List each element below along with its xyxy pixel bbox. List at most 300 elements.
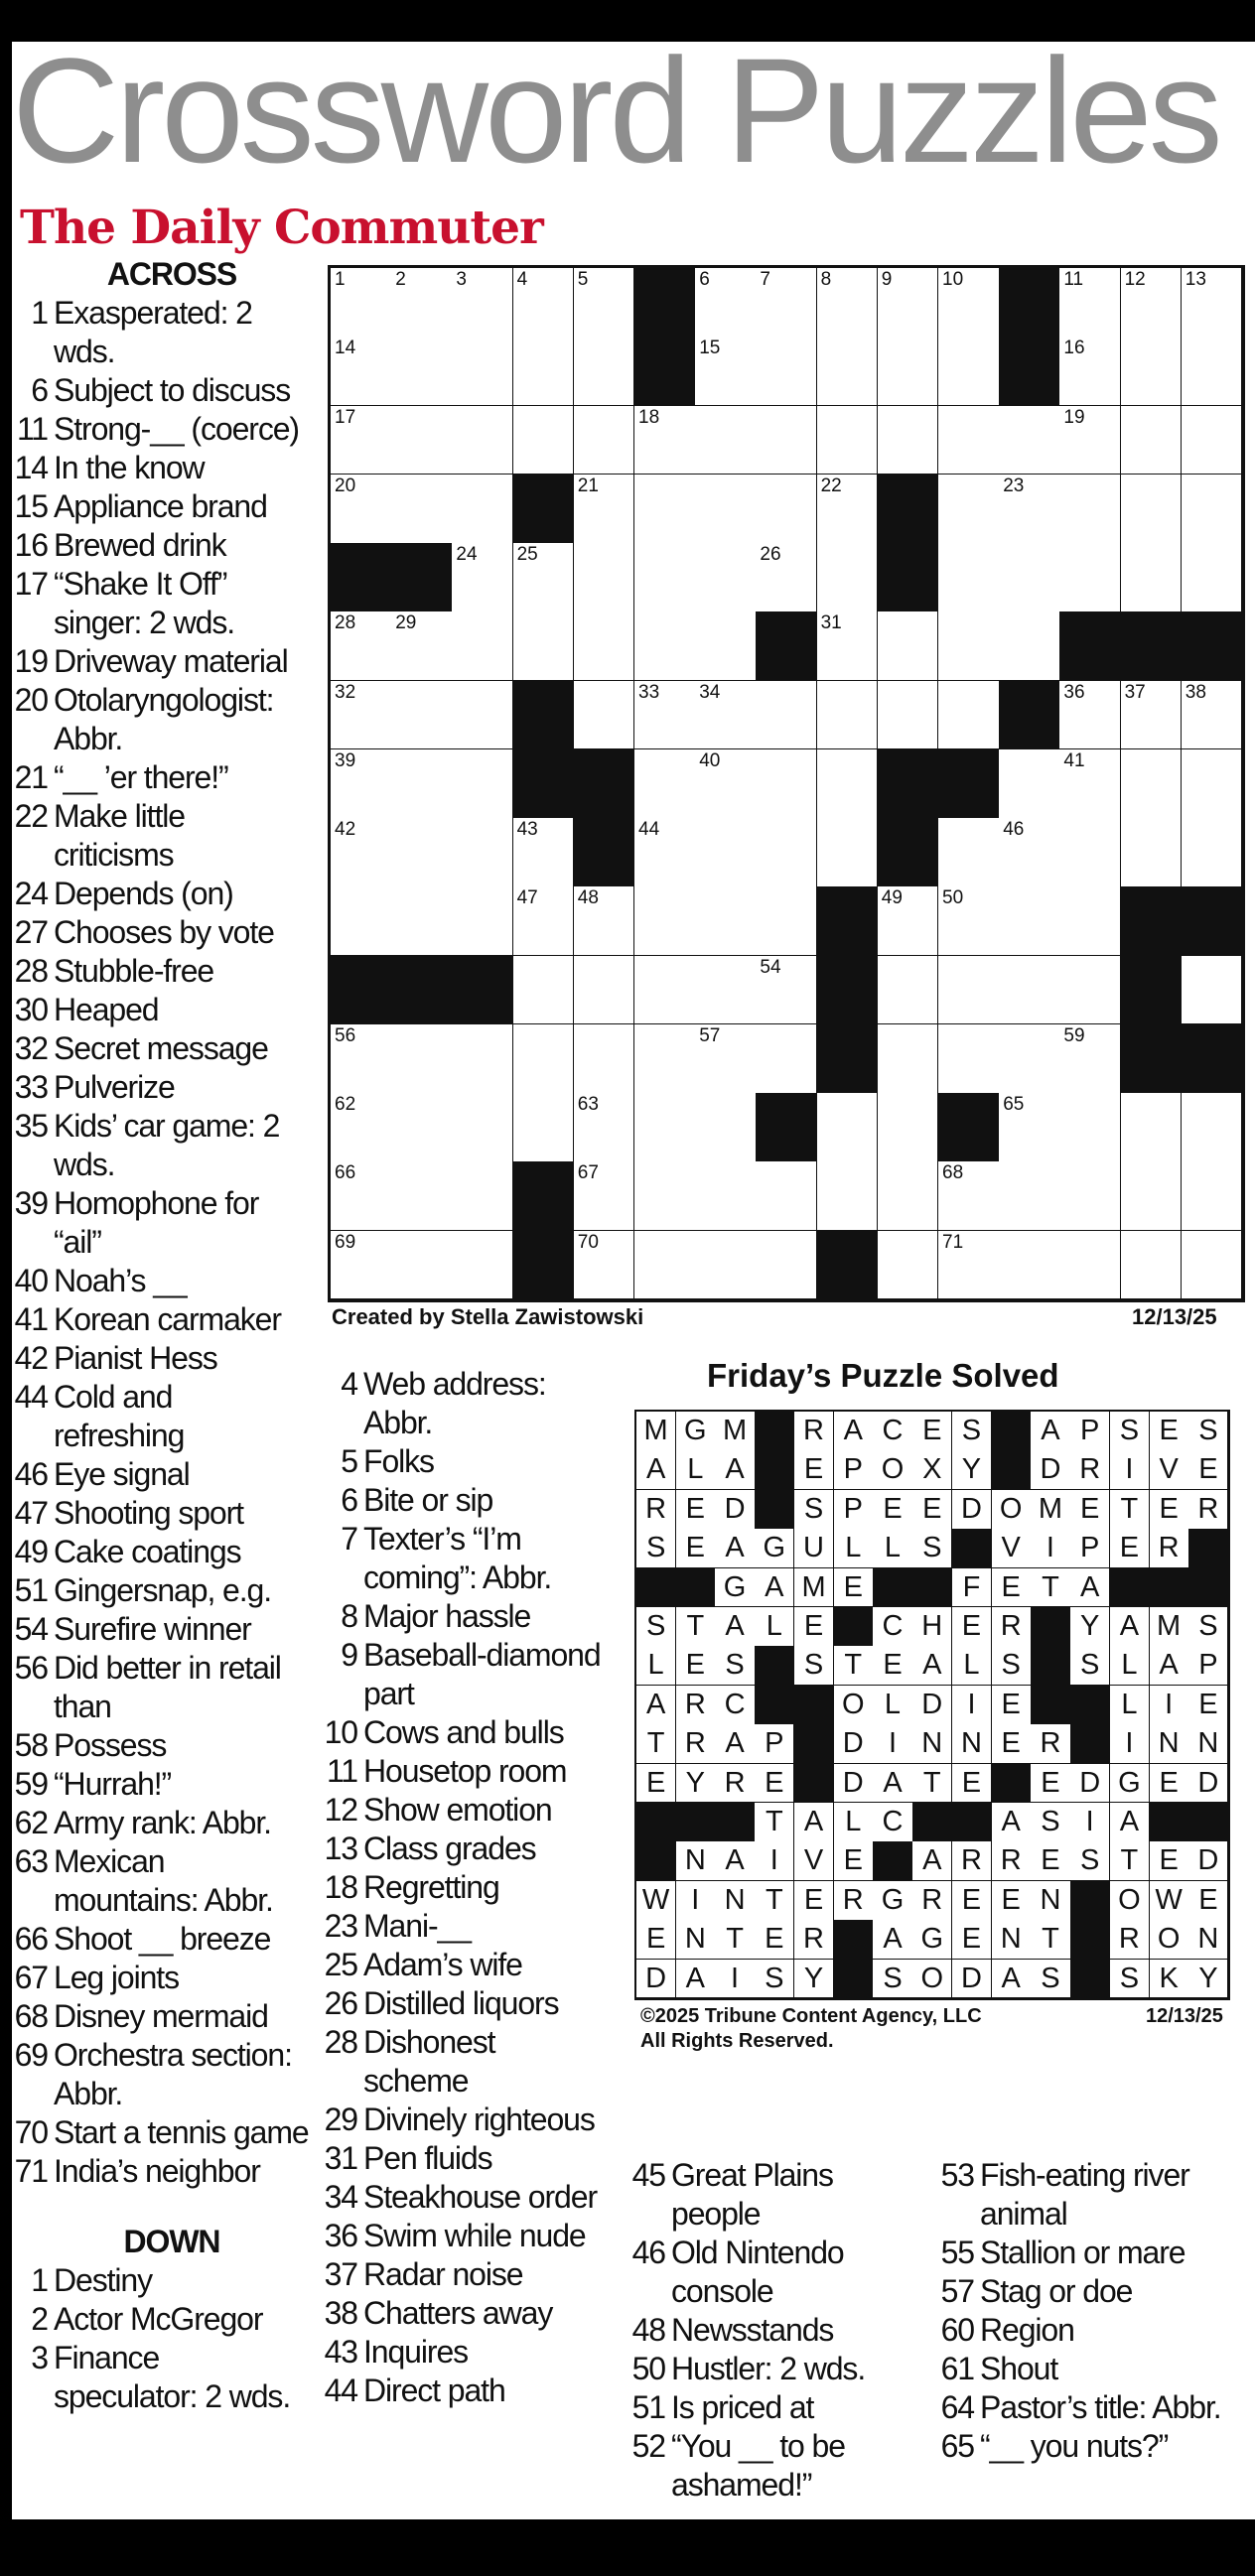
grid-cell[interactable]: [1182, 475, 1243, 544]
grid-cell[interactable]: [513, 1093, 575, 1162]
grid-cell[interactable]: [1059, 1161, 1121, 1231]
grid-cell[interactable]: [695, 543, 757, 612]
grid-cell[interactable]: [756, 1024, 817, 1094]
grid-cell[interactable]: [1059, 818, 1121, 887]
grid-cell[interactable]: [452, 818, 513, 887]
grid-cell[interactable]: [695, 1093, 757, 1162]
grid-cell[interactable]: [331, 475, 392, 544]
grid-cell[interactable]: [391, 886, 453, 956]
grid-cell[interactable]: [331, 1093, 392, 1162]
clue-number: 51: [14, 1572, 48, 1608]
clue-text: Shout: [980, 2351, 1058, 2386]
solution-cell: E: [676, 1490, 716, 1530]
cell-number: 38: [1185, 681, 1206, 703]
grid-cell[interactable]: [331, 268, 392, 338]
cell-number: 43: [516, 819, 538, 841]
grid-cell[interactable]: [817, 475, 879, 544]
grid-cell[interactable]: [1059, 475, 1121, 544]
grid-cell[interactable]: [938, 1231, 1000, 1300]
grid-cell[interactable]: [634, 1161, 696, 1231]
grid-cell[interactable]: [634, 1024, 696, 1094]
clue-text: Is priced at: [671, 2389, 814, 2425]
grid-cell[interactable]: [452, 1231, 513, 1300]
grid-cell[interactable]: [999, 956, 1060, 1025]
clue-item: [12, 758, 310, 797]
grid-cell[interactable]: [878, 611, 939, 681]
grid-cell[interactable]: [1059, 337, 1121, 406]
grid-cell[interactable]: [695, 749, 757, 819]
solution-cell: E: [834, 1841, 874, 1881]
cell-number: 10: [942, 269, 964, 290]
grid-cell[interactable]: [1182, 543, 1243, 612]
grid-cell[interactable]: [452, 611, 513, 681]
grid-cell[interactable]: [452, 406, 513, 475]
cell-number: 1: [335, 269, 346, 290]
grid-cell[interactable]: [513, 611, 575, 681]
grid-cell[interactable]: [695, 681, 757, 750]
solution-cell: W: [1150, 1881, 1189, 1921]
grid-cell[interactable]: [999, 1231, 1060, 1300]
grid-cell[interactable]: [452, 475, 513, 544]
grid-block: [756, 1093, 817, 1162]
grid-cell[interactable]: [574, 475, 635, 544]
cell-number: 7: [760, 269, 770, 290]
grid-cell[interactable]: [331, 406, 392, 475]
solution-cell: U: [794, 1529, 834, 1568]
solution-cell: D: [834, 1724, 874, 1764]
solution-block: [1070, 1881, 1110, 1921]
grid-cell[interactable]: [756, 543, 817, 612]
grid-cell[interactable]: [756, 268, 817, 338]
down-clues-3: [629, 2156, 927, 2505]
cell-number: 5: [577, 269, 589, 290]
grid-cell[interactable]: [574, 611, 635, 681]
grid-cell[interactable]: [1121, 1161, 1183, 1231]
clue-number: 64: [940, 2389, 974, 2425]
clue-number: 12: [324, 1792, 357, 1828]
grid-cell[interactable]: [634, 1231, 696, 1300]
grid-block: [817, 886, 879, 956]
grid-cell[interactable]: [695, 268, 757, 338]
clue-text: Adam’s wife: [363, 1947, 522, 1982]
solution-cell: D: [1188, 1841, 1228, 1881]
clue-text: Radar noise: [363, 2256, 523, 2292]
solution-cell: L: [755, 1607, 794, 1647]
grid-cell[interactable]: [634, 1093, 696, 1162]
grid-cell[interactable]: [513, 1024, 575, 1094]
solution-cell: D: [636, 1960, 676, 1999]
grid-cell[interactable]: [1182, 268, 1243, 338]
grid-cell[interactable]: [817, 1161, 879, 1231]
grid-cell[interactable]: [1182, 1161, 1243, 1231]
grid-cell[interactable]: [1059, 1093, 1121, 1162]
grid-cell[interactable]: [938, 956, 1000, 1025]
solution-cell: E: [1031, 1764, 1070, 1804]
grid-cell[interactable]: [452, 337, 513, 406]
grid-cell[interactable]: [574, 337, 635, 406]
grid-cell[interactable]: [452, 681, 513, 750]
grid-cell[interactable]: [817, 749, 879, 819]
solution-cell: T: [715, 1920, 755, 1960]
grid-cell[interactable]: [878, 886, 939, 956]
grid-cell[interactable]: [574, 406, 635, 475]
clue-item: [12, 1920, 310, 1959]
grid-cell[interactable]: [331, 611, 392, 681]
clue-item: [629, 2388, 927, 2427]
grid-cell[interactable]: [574, 268, 635, 338]
solution-cell: S: [873, 1960, 912, 1999]
grid-cell[interactable]: [452, 749, 513, 819]
grid-cell[interactable]: [1121, 681, 1183, 750]
grid-block: [817, 956, 879, 1025]
clue-number: 21: [14, 759, 48, 795]
grid-cell[interactable]: [331, 1161, 392, 1231]
grid-cell[interactable]: [391, 1231, 453, 1300]
grid-cell[interactable]: [331, 1231, 392, 1300]
clue-number: 4: [341, 1366, 357, 1402]
clue-number: 24: [14, 876, 48, 911]
grid-cell[interactable]: [574, 681, 635, 750]
grid-cell[interactable]: [391, 406, 453, 475]
grid-cell[interactable]: [817, 337, 879, 406]
solution-block: [1150, 1803, 1189, 1842]
grid-cell[interactable]: [574, 1093, 635, 1162]
solution-block: [912, 1803, 952, 1842]
grid-block: [1182, 1024, 1243, 1094]
cell-number: 20: [335, 475, 356, 496]
grid-cell[interactable]: [878, 956, 939, 1025]
solution-cell: G: [715, 1568, 755, 1608]
grid-cell[interactable]: [756, 681, 817, 750]
grid-cell[interactable]: [391, 1161, 453, 1231]
grid-cell[interactable]: [574, 886, 635, 956]
grid-cell[interactable]: [634, 818, 696, 887]
clue-item: [12, 2339, 310, 2416]
grid-cell[interactable]: [695, 1024, 757, 1094]
grid-cell[interactable]: [695, 956, 757, 1025]
grid-cell[interactable]: [756, 886, 817, 956]
grid-cell[interactable]: [938, 406, 1000, 475]
grid-cell[interactable]: [513, 956, 575, 1025]
grid-cell[interactable]: [391, 818, 453, 887]
clue-number: 20: [14, 682, 48, 718]
solution-cell: G: [912, 1920, 952, 1960]
grid-cell[interactable]: [695, 337, 757, 406]
clue-text: Class grades: [363, 1830, 536, 1866]
grid-cell[interactable]: [452, 1093, 513, 1162]
solution-cell: E: [992, 1724, 1032, 1764]
grid-cell[interactable]: [1059, 1024, 1121, 1094]
grid-cell[interactable]: [513, 268, 575, 338]
grid-cell[interactable]: [695, 886, 757, 956]
grid-cell[interactable]: [1121, 749, 1183, 819]
clue-number: 44: [324, 2373, 357, 2408]
clue-number: 14: [14, 450, 48, 485]
grid-cell[interactable]: [391, 1024, 453, 1094]
grid-cell[interactable]: [938, 1161, 1000, 1231]
grid-cell[interactable]: [634, 956, 696, 1025]
grid-cell[interactable]: [999, 611, 1060, 681]
cell-number: 8: [820, 269, 832, 290]
clue-text: Strong-__ (coerce): [54, 411, 299, 447]
clue-item: [12, 449, 310, 487]
grid-cell[interactable]: [391, 681, 453, 750]
clue-item: [12, 1726, 310, 1765]
grid-cell[interactable]: [817, 268, 879, 338]
grid-cell[interactable]: [574, 1024, 635, 1094]
grid-cell[interactable]: [999, 543, 1060, 612]
grid-cell[interactable]: [1121, 268, 1183, 338]
clue-text: Texter’s “I’m coming”: Abbr.: [363, 1521, 552, 1595]
grid-cell[interactable]: [817, 611, 879, 681]
solution-cell: E: [755, 1920, 794, 1960]
grid-cell[interactable]: [634, 611, 696, 681]
grid-cell[interactable]: [391, 749, 453, 819]
grid-cell[interactable]: [938, 886, 1000, 956]
solution-block: [636, 1568, 676, 1608]
grid-cell[interactable]: [999, 886, 1060, 956]
clue-text: Folks: [363, 1443, 434, 1479]
crossword-grid[interactable]: [328, 265, 1245, 1302]
solution-cell: S: [1188, 1412, 1228, 1451]
solution-cell: E: [992, 1568, 1032, 1608]
grid-cell[interactable]: [817, 681, 879, 750]
grid-cell[interactable]: [331, 818, 392, 887]
solution-block: [794, 1686, 834, 1725]
grid-cell[interactable]: [756, 406, 817, 475]
grid-cell[interactable]: [999, 818, 1060, 887]
cell-number: 16: [1063, 338, 1085, 359]
grid-cell[interactable]: [1121, 406, 1183, 475]
grid-cell[interactable]: [817, 818, 879, 887]
grid-cell[interactable]: [756, 749, 817, 819]
grid-cell[interactable]: [756, 956, 817, 1025]
cell-number: 63: [577, 1094, 599, 1116]
grid-cell[interactable]: [1059, 1231, 1121, 1300]
clue-number: 37: [324, 2256, 357, 2292]
grid-cell[interactable]: [331, 749, 392, 819]
grid-cell[interactable]: [756, 1231, 817, 1300]
grid-cell[interactable]: [878, 406, 939, 475]
grid-cell[interactable]: [1182, 1093, 1243, 1162]
grid-cell[interactable]: [695, 818, 757, 887]
grid-cell[interactable]: [756, 1161, 817, 1231]
grid-cell[interactable]: [938, 543, 1000, 612]
grid-cell[interactable]: [634, 681, 696, 750]
clue-text: Housetop room: [363, 1753, 567, 1789]
grid-cell[interactable]: [756, 818, 817, 887]
cell-number: 3: [456, 269, 467, 290]
grid-cell[interactable]: [391, 475, 453, 544]
solution-cell: C: [873, 1607, 912, 1647]
grid-cell[interactable]: [756, 475, 817, 544]
grid-cell[interactable]: [1121, 337, 1183, 406]
grid-cell[interactable]: [999, 1093, 1060, 1162]
grid-cell[interactable]: [938, 818, 1000, 887]
grid-cell[interactable]: [513, 406, 575, 475]
grid-cell[interactable]: [634, 543, 696, 612]
grid-cell[interactable]: [634, 406, 696, 475]
clue-item: [322, 1984, 604, 2023]
grid-cell[interactable]: [878, 1161, 939, 1231]
grid-cell[interactable]: [634, 886, 696, 956]
grid-cell[interactable]: [695, 611, 757, 681]
solution-cell: E: [636, 1764, 676, 1804]
cell-number: 25: [516, 544, 538, 566]
grid-cell[interactable]: [695, 406, 757, 475]
grid-cell[interactable]: [817, 406, 879, 475]
grid-cell[interactable]: [1121, 543, 1183, 612]
clue-number: 56: [14, 1650, 48, 1686]
solution-cell: D: [912, 1686, 952, 1725]
grid-cell[interactable]: [574, 956, 635, 1025]
grid-cell[interactable]: [391, 268, 453, 338]
grid-block: [634, 337, 696, 406]
clue-item: [938, 2350, 1236, 2388]
grid-cell[interactable]: [1059, 681, 1121, 750]
solution-cell: S: [636, 1607, 676, 1647]
grid-cell[interactable]: [1059, 268, 1121, 338]
grid-cell[interactable]: [391, 337, 453, 406]
solution-cell: A: [873, 1764, 912, 1804]
grid-cell[interactable]: [634, 475, 696, 544]
grid-cell[interactable]: [1182, 1231, 1243, 1300]
solution-cell: N: [992, 1920, 1032, 1960]
grid-cell[interactable]: [817, 1093, 879, 1162]
grid-cell[interactable]: [878, 268, 939, 338]
clue-number: 38: [324, 2295, 357, 2331]
grid-cell[interactable]: [695, 1161, 757, 1231]
grid-cell[interactable]: [513, 886, 575, 956]
grid-cell[interactable]: [938, 1024, 1000, 1094]
grid-cell[interactable]: [1182, 749, 1243, 819]
grid-cell[interactable]: [938, 268, 1000, 338]
grid-cell[interactable]: [1182, 956, 1243, 1025]
solution-cell: N: [676, 1841, 716, 1881]
grid-cell[interactable]: [999, 1024, 1060, 1094]
grid-cell[interactable]: [1059, 749, 1121, 819]
grid-cell[interactable]: [1059, 956, 1121, 1025]
grid-cell[interactable]: [878, 1093, 939, 1162]
grid-cell[interactable]: [634, 749, 696, 819]
grid-cell[interactable]: [391, 611, 453, 681]
solution-cell: R: [676, 1686, 716, 1725]
cell-number: 18: [638, 406, 660, 428]
grid-cell[interactable]: [938, 475, 1000, 544]
grid-cell[interactable]: [452, 886, 513, 956]
solution-cell: D: [952, 1490, 992, 1530]
grid-cell[interactable]: [938, 611, 1000, 681]
grid-cell[interactable]: [999, 475, 1060, 544]
grid-cell[interactable]: [452, 1161, 513, 1231]
page: [12, 42, 1255, 2519]
grid-cell[interactable]: [452, 543, 513, 612]
grid-cell[interactable]: [695, 475, 757, 544]
grid-cell[interactable]: [1121, 1093, 1183, 1162]
grid-cell[interactable]: [1121, 475, 1183, 544]
grid-cell[interactable]: [878, 1231, 939, 1300]
clue-item: [322, 1946, 604, 1984]
clue-text: Subject to discuss: [54, 372, 291, 408]
grid-cell[interactable]: [513, 818, 575, 887]
clue-number: 39: [14, 1185, 48, 1221]
clue-item: [938, 2234, 1236, 2272]
solution-cell: E: [1188, 1881, 1228, 1921]
grid-cell[interactable]: [452, 268, 513, 338]
grid-cell[interactable]: [513, 543, 575, 612]
grid-cell[interactable]: [999, 749, 1060, 819]
puzzle-title: The Daily Commuter: [20, 201, 543, 255]
clue-item: [938, 2427, 1236, 2466]
grid-cell[interactable]: [574, 1231, 635, 1300]
clue-number: 42: [14, 1340, 48, 1376]
grid-cell[interactable]: [878, 681, 939, 750]
solution-cell: L: [873, 1529, 912, 1568]
solution-cell: C: [715, 1686, 755, 1725]
grid-cell[interactable]: [878, 1024, 939, 1094]
grid-cell[interactable]: [1059, 886, 1121, 956]
grid-cell[interactable]: [817, 543, 879, 612]
grid-cell[interactable]: [756, 337, 817, 406]
solution-cell: E: [1150, 1764, 1189, 1804]
grid-cell[interactable]: [391, 1093, 453, 1162]
clue-number: 58: [14, 1727, 48, 1763]
grid-cell[interactable]: [1059, 406, 1121, 475]
grid-cell[interactable]: [695, 1231, 757, 1300]
cell-number: 56: [335, 1024, 356, 1046]
grid-cell[interactable]: [938, 681, 1000, 750]
solution-cell: H: [912, 1607, 952, 1647]
clue-text: Possess: [54, 1727, 167, 1763]
clue-number: 1: [31, 295, 48, 331]
grid-cell[interactable]: [878, 337, 939, 406]
grid-cell[interactable]: [331, 337, 392, 406]
grid-cell[interactable]: [1059, 543, 1121, 612]
grid-cell[interactable]: [574, 543, 635, 612]
grid-cell[interactable]: [513, 337, 575, 406]
clue-text: Mani-__: [363, 1908, 471, 1944]
grid-cell[interactable]: [1182, 337, 1243, 406]
clue-text: Region: [980, 2312, 1074, 2348]
solution-cell: R: [1150, 1529, 1189, 1568]
grid-cell[interactable]: [1182, 818, 1243, 887]
grid-cell[interactable]: [1121, 818, 1183, 887]
grid-cell[interactable]: [1121, 1231, 1183, 1300]
clue-text: Stallion or mare: [980, 2235, 1185, 2270]
solution-cell: E: [636, 1920, 676, 1960]
clue-text: “Shake It Off” singer: 2 wds.: [54, 566, 235, 640]
solution-cell: N: [912, 1724, 952, 1764]
grid-cell[interactable]: [331, 886, 392, 956]
clue-item: [322, 1791, 604, 1830]
grid-cell[interactable]: [331, 681, 392, 750]
clue-number: 23: [324, 1908, 357, 1944]
solution-block: [1150, 1568, 1189, 1608]
solution-cell: V: [794, 1841, 834, 1881]
clue-item: [629, 2234, 927, 2311]
grid-cell[interactable]: [938, 337, 1000, 406]
grid-cell[interactable]: [999, 406, 1060, 475]
grid-cell[interactable]: [1182, 681, 1243, 750]
grid-cell[interactable]: [452, 1024, 513, 1094]
grid-cell[interactable]: [999, 1161, 1060, 1231]
clue-item: [12, 1068, 310, 1107]
clue-item: [629, 2350, 927, 2388]
grid-cell[interactable]: [574, 1161, 635, 1231]
grid-cell[interactable]: [331, 1024, 392, 1094]
grid-cell[interactable]: [1182, 406, 1243, 475]
solution-cell: K: [1150, 1960, 1189, 1999]
